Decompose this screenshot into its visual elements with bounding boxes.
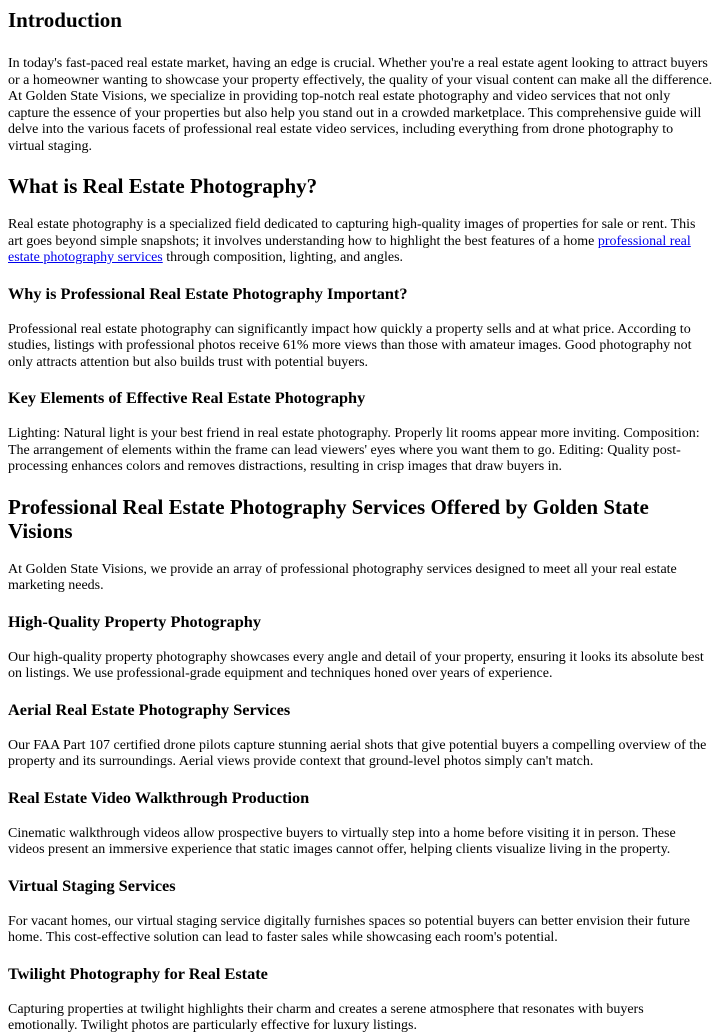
paragraph-key-elements: Lighting: Natural light is your best friend in real estate photography. Properly lit rooms appear more inviting. Composition: The arrangement of elements within the frame can lead viewers' eyes where you want them to go. Editing: Quality post-processing enhances colors and removes distractions, resulting in crisp images that draw buyers in.: [8, 426, 700, 474]
heading-virtual-staging: Virtual Staging Services: [8, 875, 176, 895]
paragraph-video-walkthrough: Cinematic walkthrough videos allow prospective buyers to virtually step into a home before visiting it in person. These videos present an immersive experience that static images cannot offer, helping clients visualize living in the property.: [8, 825, 676, 857]
heading-aerial-photography: Aerial Real Estate Photography Services: [8, 699, 291, 719]
paragraph-introduction: In today's fast-paced real estate market, having an edge is crucial. Whether you're a real estate agent looking to attract buyers or a homeowner wanting to showcase your property effectively, the quality of your visual content can make all the difference. At Golden State Visions, we specialize in providing top-notch real estate photography and video services that not only capture the essence of your properties but also help you stand out in a crowded marketplace. This comprehensive guide will delve into the various facets of professional real estate video services, including everything from drone photography to virtual staging.: [8, 56, 713, 154]
paragraph-what-is-real-estate-photography: [8, 217, 713, 267]
photography-services-link[interactable]: professional real estate photography services: [8, 233, 691, 265]
heading-video-walkthrough: Real Estate Video Walkthrough Production: [8, 787, 310, 807]
heading-why-important: Why is Professional Real Estate Photography Important?: [8, 283, 408, 303]
heading-high-quality-photography: High-Quality Property Photography: [8, 611, 261, 631]
paragraph-text: through composition, lighting, and angles.: [162, 250, 404, 265]
paragraph-high-quality-photography: Our high-quality property photography showcases every angle and detail of your property, ensuring it looks its absolute best on listings. We use professional-grade equipment and techniques honed over years of experience.: [8, 649, 704, 681]
paragraph-services-offered: At Golden State Visions, we provide an array of professional photography services designed to meet all your real estate marketing needs.: [8, 561, 677, 593]
paragraph-twilight-photography: Capturing properties at twilight highlights their charm and creates a serene atmosphere that resonates with buyers emotionally. Twilight photos are particularly effective for luxury listings.: [8, 1001, 644, 1033]
heading-services-offered: Professional Real Estate Photography Services Offered by Golden State Visions: [8, 494, 649, 543]
article: [0, 8, 720, 1035]
paragraph-virtual-staging: For vacant homes, our virtual staging service digitally furnishes spaces so potential buyers can better envision their future home. This cost-effective solution can lead to faster sales while showcasing each room's potential.: [8, 913, 690, 945]
heading-twilight-photography: Twilight Photography for Real Estate: [8, 963, 268, 983]
heading-what-is-real-estate-photography: What is Real Estate Photography?: [8, 174, 318, 198]
paragraph-why-important: Professional real estate photography can significantly impact how quickly a property sells and at what price. According to studies, listings with professional photos receive 61% more views than those with amateur images. Good photography not only attracts attention but also builds trust with potential buyers.: [8, 321, 692, 370]
heading-introduction: Introduction: [8, 8, 122, 32]
heading-key-elements: Key Elements of Effective Real Estate Photography: [8, 388, 366, 407]
paragraph-aerial-photography: Our FAA Part 107 certified drone pilots capture stunning aerial shots that give potential buyers a compelling overview of the property and its surroundings. Aerial views provide context that ground-level photos simply can't match.: [8, 737, 707, 769]
paragraph-text: Real estate photography is a specialized field dedicated to capturing high-quality images of properties for sale or rent. This art goes beyond simple snapshots; it involves understanding how to highlight the best features of a home: [8, 217, 696, 249]
